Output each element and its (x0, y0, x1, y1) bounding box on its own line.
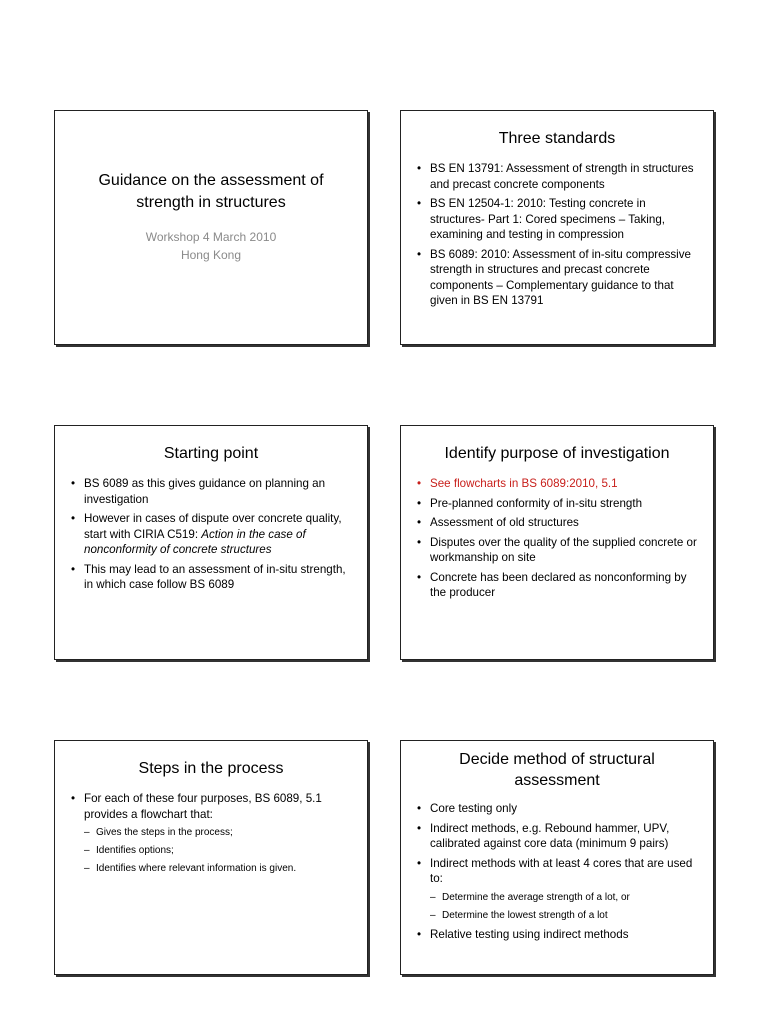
bullet-icon: • (417, 856, 422, 870)
list-item: • Core testing only (417, 802, 517, 815)
list-item: • BS 6089 as this gives guidance on planning an investigation (71, 477, 326, 506)
bullet-icon: • (417, 516, 422, 529)
dash-icon: – (430, 909, 436, 921)
bullet-icon: • (71, 512, 76, 525)
list-item: • BS 6089: 2010: Assessment of in-situ compressive strength in structures and precast concrete components – Complementary guidance to that given in BS EN 13791 (417, 247, 691, 307)
slide-identify-purpose (400, 425, 714, 660)
dash-icon: – (84, 863, 90, 874)
list-item: • Disputes over the quality of the supplied concrete or workmanship on site (417, 535, 697, 564)
slide-heading: Three standards (498, 130, 616, 147)
sub-list-item: – Identifies options; (84, 845, 174, 856)
dash-icon: – (84, 845, 90, 856)
slide-heading: Identify purpose of investigation (444, 445, 670, 462)
list-item: • Assessment of old structures (417, 516, 579, 529)
subtitle-date: Workshop 4 March 2010 (145, 229, 277, 244)
bullet-icon: • (417, 927, 422, 941)
dash-icon: – (430, 891, 436, 903)
list-item: • Relative testing using indirect methods (417, 927, 629, 941)
bullet-list (401, 161, 713, 309)
presentation-title: Guidance on the assessment of strength in structures (98, 171, 324, 211)
ciria-reference-title: Action in the case of nonconformity of concrete structures (84, 527, 306, 556)
slide-decide-method (400, 740, 714, 975)
list-item: • Indirect methods with at least 4 cores that are used to: – Determine the average strength of a lot, or – Determine the lowest strength of a lot (417, 856, 699, 923)
slide-heading: Steps in the process (138, 760, 284, 777)
presentation-subtitle (146, 228, 277, 264)
list-item-highlight: • See flowcharts in BS 6089:2010, 5.1 (417, 477, 618, 490)
list-item: • This may lead to an assessment of in-situ strength, in which case follow BS 6089 (71, 562, 346, 591)
slide-title-card (54, 110, 368, 345)
subtitle-location: Hong Kong (180, 247, 242, 262)
bullet-icon: • (417, 802, 422, 815)
bullet-icon: • (71, 562, 76, 576)
sub-list-item: – Gives the steps in the process; (84, 827, 233, 838)
list-item: • Pre-planned conformity of in-situ strength (417, 496, 643, 510)
bullet-icon: • (71, 792, 76, 805)
bullet-icon: • (417, 247, 422, 261)
list-item: • Indirect methods, e.g. Rebound hammer, UPV, calibrated against core data (minimum 9 pairs) (417, 821, 670, 850)
bullet-list (55, 476, 367, 593)
slide-steps-in-process (54, 740, 368, 975)
bullet-icon: • (417, 570, 422, 584)
sub-bullet-list (84, 826, 353, 876)
bullet-list (401, 801, 713, 942)
sub-list-item: – Determine the lowest strength of a lot (430, 909, 608, 921)
bullet-list (55, 791, 367, 876)
bullet-icon: • (417, 496, 422, 510)
sub-bullet-list (430, 891, 699, 923)
list-item: • However in cases of dispute over concrete quality, start with CIRIA C519: Action in the case of nonconformity of concrete structures (71, 512, 342, 556)
list-item: • For each of these four purposes, BS 6089, 5.1 provides a flowchart that: – Gives the steps in the process; – Identifies options; – Identifies where relevant information is given. (71, 791, 353, 876)
list-item: • BS EN 13791: Assessment of strength in structures and precast concrete components (417, 162, 694, 191)
slide-heading: Starting point (163, 445, 259, 462)
dash-icon: – (84, 827, 90, 838)
bullet-icon: • (417, 477, 422, 490)
bullet-icon: • (417, 821, 422, 835)
sub-list-item: – Identifies where relevant information is given. (84, 863, 297, 874)
list-item: • BS EN 12504-1: 2010: Testing concrete in structures- Part 1: Cored specimens – Taking, examining and testing in compression (417, 197, 665, 241)
bullet-list (401, 476, 713, 601)
bullet-icon: • (417, 197, 422, 210)
bullet-icon: • (71, 477, 76, 490)
sub-list-item: – Determine the average strength of a lot, or (430, 891, 630, 903)
slide-starting-point (54, 425, 368, 660)
bullet-icon: • (417, 162, 422, 175)
bullet-icon: • (417, 535, 422, 549)
slide-heading: Decide method of structural assessment (459, 751, 655, 789)
list-item: • Concrete has been declared as nonconforming by the producer (417, 570, 687, 599)
slide-three-standards (400, 110, 714, 345)
